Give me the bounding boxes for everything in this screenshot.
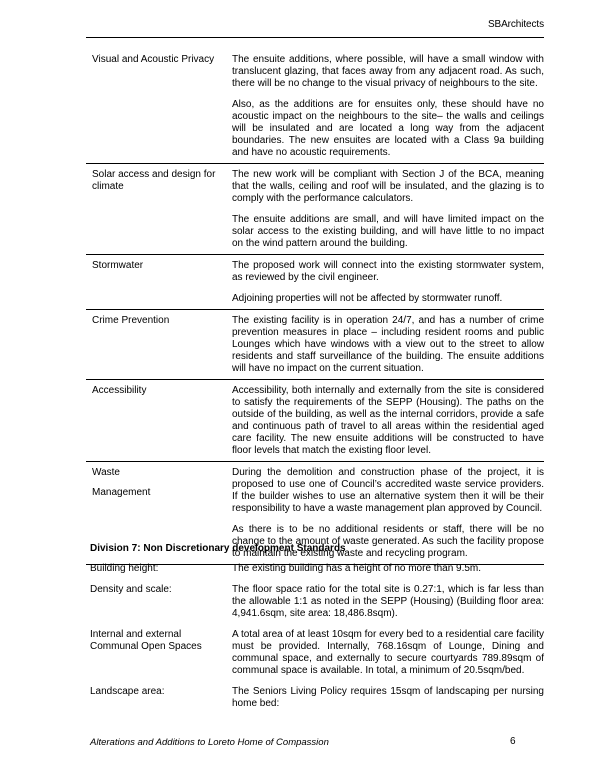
standard-label: Building height: xyxy=(90,563,159,574)
row-label-line: Management xyxy=(92,487,151,498)
table-row xyxy=(86,563,544,584)
table-row xyxy=(86,255,544,310)
table-row xyxy=(86,629,544,686)
paragraph: Accessibility, both internally and externally from the site is considered to satisfy the requirements of the SEPP (Housing). The paths on the outside of the building, as well as the internal corridors, provide a safe and continuous path of travel to all areas within the residential aged care facility. The new ensuite additions will be constructed to have floor levels that match the existing floor level. xyxy=(232,385,544,456)
division-heading: Division 7: Non Discretionary development Standards xyxy=(90,543,346,554)
paragraph: The ensuite additions are small, and will have limited impact on the solar access to the existing building, and will have little to no impact on the wind pattern around the building. xyxy=(232,214,544,249)
paragraph: Adjoining properties will not be affected by stormwater runoff. xyxy=(232,293,503,304)
table-row xyxy=(86,164,544,255)
paragraph: Also, as the additions are for ensuites only, these should have no acoustic impact on the neighbours to the site– the walls and ceilings will be insulated and are located a long way from the adjacent boundaries. The new ensuites are located with a Class 9a building and have no acoustic requirements. xyxy=(232,99,544,158)
standards-table xyxy=(86,563,544,719)
standard-label: Internal and external Communal Open Spaces xyxy=(90,629,202,652)
row-content xyxy=(232,310,544,380)
standard-label: Density and scale: xyxy=(90,584,172,595)
paragraph: During the demolition and construction phase of the project, it is proposed to use one of Council’s accredited waste service providers. If the builder wishes to use an alternative system then it will be their responsibility to have a waste management plan approved by Council. xyxy=(232,467,544,514)
header-rule xyxy=(86,37,544,38)
row-label: Accessibility xyxy=(86,380,232,462)
criteria-table xyxy=(86,49,544,565)
paragraph: As there is to be no additional residents or staff, there will be no change to the amount of waste generated. As such the facility propose to maintain the existing waste and recycling program. xyxy=(232,524,544,559)
table-row xyxy=(86,686,544,719)
table-row xyxy=(86,49,544,164)
standard-text: The Seniors Living Policy requires 15sqm of landscaping per nursing home bed: xyxy=(232,686,544,709)
row-label: Stormwater xyxy=(86,255,232,310)
table-row xyxy=(86,310,544,380)
row-label: Visual and Acoustic Privacy xyxy=(86,49,232,164)
company-header: SBArchitects xyxy=(487,19,544,30)
row-content xyxy=(232,49,544,164)
paragraph: The ensuite additions, where possible, will have a small window with translucent glazing, that faces away from any adjacent road. As such, there will be no change to the visual privacy of neighbours to the site. xyxy=(232,54,544,89)
row-label: Crime Prevention xyxy=(86,310,232,380)
standard-label: Landscape area: xyxy=(90,686,165,697)
row-content xyxy=(232,164,544,255)
paragraph: The proposed work will connect into the existing stormwater system, as reviewed by the civil engineer. xyxy=(232,260,544,283)
table-row xyxy=(86,380,544,462)
row-content xyxy=(232,380,544,462)
footer-document-title: Alterations and Additions to Loreto Home of Compassion xyxy=(90,737,329,748)
row-label-line: Waste xyxy=(92,467,120,478)
standard-text: The existing building has a height of no more than 9.5m. xyxy=(232,563,482,574)
paragraph: The existing facility is in operation 24/7, and has a number of crime prevention measures in place – including resident rooms and public Lounges which have windows with a view out to the street to allow residents and staff surveillance of the building. The ensuite additions will have no impact on the current situation. xyxy=(232,315,544,374)
standard-text: A total area of at least 10sqm for every bed to a residential care facility must be provided. Internally, 768.16sqm of Lounge, Dining and communal space, and externally to secure courtyards 789.89sqm of communal space is available. In total, a minimum of 20.5sqm/bed. xyxy=(232,629,544,676)
paragraph: The new work will be compliant with Section J of the BCA, meaning that the walls, ceiling and roof will be insulated, and the glazing is to comply with the performance calculators. xyxy=(232,169,544,204)
standard-text: The floor space ratio for the total site is 0.27:1, which is far less than the allowable 1:1 as noted in the SEPP (Housing) (Building floor area: 4,941.6sqm, site area: 18,486.8sqm). xyxy=(232,584,544,619)
row-content xyxy=(232,255,544,310)
page-number: 6 xyxy=(510,736,516,747)
table-row xyxy=(86,584,544,629)
row-label: Solar access and design for climate xyxy=(86,164,232,255)
